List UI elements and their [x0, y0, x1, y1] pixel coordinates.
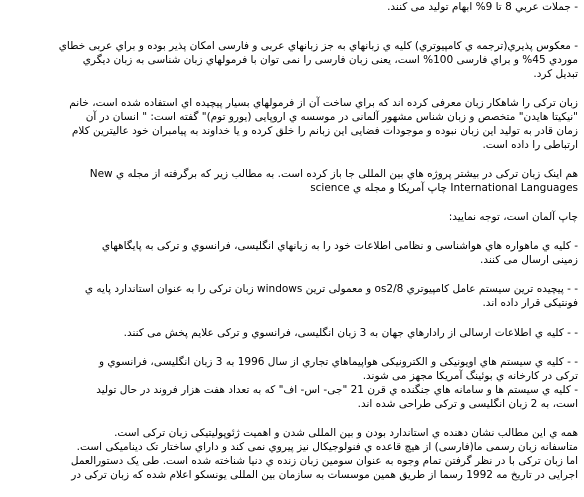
text-line: "نیکیتا هایدن" متخصص و زبان شناس مشهور آلمانی در موسسه ي اروپایی (یورو توم)" گفته است: " انسان در آن	[85, 111, 578, 123]
text-line: فونتیکی قرار داده اند.	[482, 297, 578, 309]
text-line: International Languages چاپ آمریکا و مجله ي science	[310, 182, 578, 194]
text-line: تبدیل کرد.	[533, 68, 578, 80]
text-line: - کلیه ي ماهواره هاي هواشناسی و نظامی اطلاعات خود را به زبانهاي انگلیسی، فرانسوي و ترکی به پایگاههاي	[101, 240, 578, 252]
text-line: است، به 2 زبان انگلیسی و ترکی طراحی شده اند.	[357, 398, 578, 410]
text-line: موردي 45% و براي فارسی 100% است، یعنی زبان فارسی را نمی توان با فرمولهاي زبان شناسی به زبان دیگري	[82, 54, 578, 66]
text-line: زبان ترکی را شاهکار زبان معرفی کرده اند که براي ساخت آن از فرمولهاي بسیار پیچیده اي استفاده شده است، خانم	[69, 97, 578, 109]
text-line: اما زبان ترکی با در نظر گرفتن تمام وجوه به عنوان سومین زبان زنده ي دنیا شناخته شده است. طی یک دستورالعمل	[70, 455, 578, 467]
text-line: - جملات عربي 8 تا 9% ابهام تولید می کنند.	[387, 1, 578, 13]
text-line: چاپ آلمان است، توجه نمایید:	[448, 211, 578, 223]
text-line: - کلیه ي سیستم ها و سامانه هاي جنگنده ي قرن 21 "جی- اس- اف" که به تعداد هفت هزار فروند در حال تولید	[96, 384, 578, 396]
text-line: - - کلیه ي اطلاعات ارسالی از رادارهاي جهان به 3 زبان انگلیسی، فرانسوي و ترکی علایم پخش می کنند.	[123, 327, 578, 339]
text-line: همه ي این مطالب نشان دهنده ي استاندارد بودن و بین المللی شدن و اهمیت ژئوپولیتیکی زبان ترکی است.	[114, 427, 578, 439]
text-line: زمان قادر به تولید این زبان نبوده و موجودات فضایی این زبانم را خلق کرده و یا خداوند به پیامبران خود عالیترین کلام	[71, 125, 578, 137]
text-line: ترکی در کارخانه ي بوئینگ آمریکا مجهز می شوند.	[362, 370, 578, 382]
text-line: - معکوس پذیري(ترجمه ي کامپیوتري) کلیه ي زبانهاي به جز زبانهاي عربی و فارسی امکان پذیر بوده و براي عربی خطاي	[58, 40, 578, 52]
text-line: - - کلیه ي سیستم هاي اویونیکی و الکترونیکی هواپیماهاي تجاري از سال 1996 به 3 زبان انگلیسی، فرانسوي و	[99, 356, 578, 368]
text-line: هم اینک زبان ترکی در بیشتر پروژه هاي بین المللی جا باز کرده است. به مطالب زیر که برگرفته از مجله ي New	[89, 168, 578, 180]
text-line: متاسفانه زبان رسمی ما(فارسی) از هیچ قاعده ي فنولوجیکال نیز پیروي نمی کند و داراي ساختار تک دینامیکی است.	[76, 441, 578, 453]
text-line: زمینی ارسال می کنند.	[480, 254, 578, 266]
text-line: ارتباطی را داده است.	[482, 139, 578, 151]
text-line: اجرایی در تاریخ مه 1992 رسما از طریق همین موسسات به سازمان بین المللی یونسکو اعلام شده که زبان ترکی در	[71, 469, 578, 481]
text-line: - - پیچیده ترین سیستم عامل کامپیوتري os2/8 و معمولی ترین windows زبان ترکی را به عنوان استاندارد پایه ي	[84, 283, 578, 295]
